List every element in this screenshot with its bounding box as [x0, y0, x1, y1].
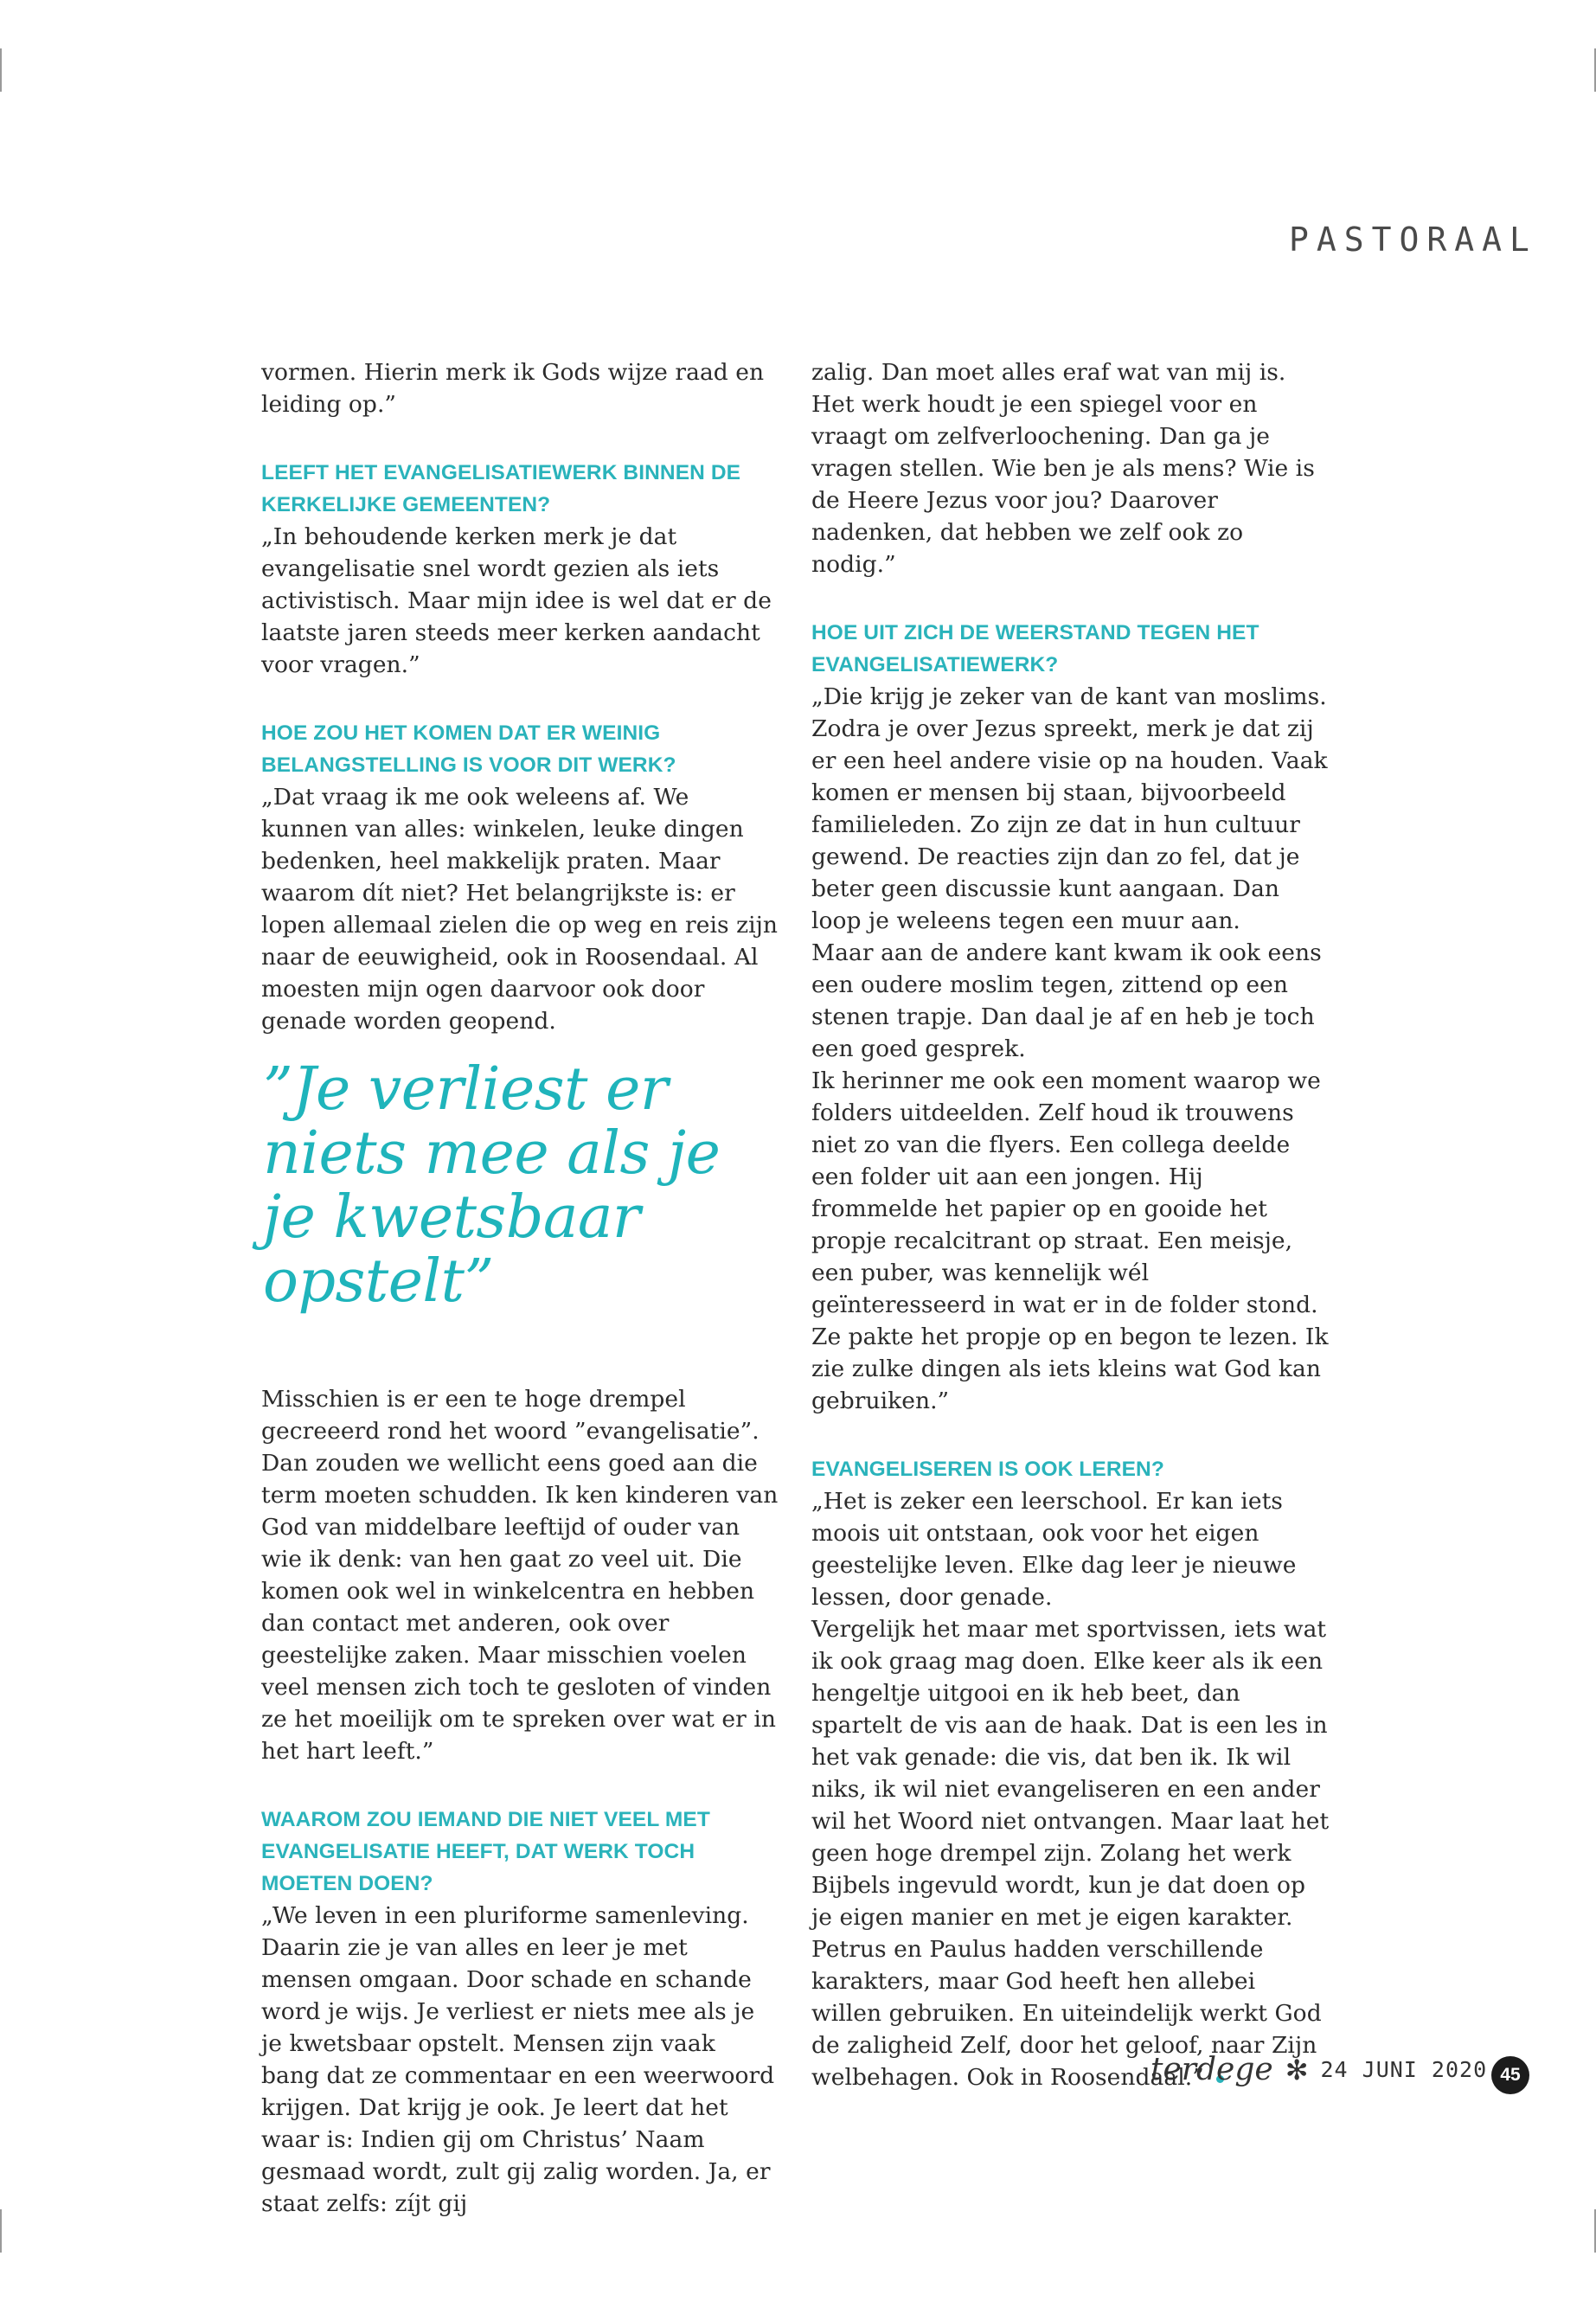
body-paragraph: Misschien is er een te hoge drempel gecreeerd rond het woord ”evangelisatie”. Dan zouden we wellicht eens goed aan die term moeten schudden. Ik ken kinderen van God van middelbare leeftijd of ouder van wie ik denk: van hen gaat zo veel uit. Die komen ook wel in winkelcentra en hebben dan contact met anderen, ook over geestelijke zaken. Maar misschien voelen veel mensen zich toch te gesloten of vinden ze het moeilijk om te spreken over wat er in het hart leeft.” [261, 1386, 779, 1765]
question-heading: LEEFT HET EVANGELISATIEWERK BINNEN DE KERKELIJKE GEMEENTEN? [261, 461, 741, 516]
crop-mark-top-left [0, 48, 2, 92]
answer-paragraph: „Dat vraag ik me ook weleens af. We kunnen van alles: winkelen, leuke dingen bedenken, heel makkelijk praten. Maar waarom dít niet? Het belangrijkste is: er lopen allemaal zielen die op weg en reis zijn naar de eeuwigheid, ook in Roosendaal. Al moesten mijn ogen daarvoor ook door genade worden geopend. [261, 784, 779, 1035]
final-paragraph-text: Vergelijk het maar met sportvissen, iets wat ik ook graag mag doen. Elke keer als ik een hengeltje uitgooi en ik heb beet, dan spartelt de vis aan de haak. Dat is een les in het vak genade: die vis, dat ben ik. Ik wil niks, ik wil niet evangeliseren en een ander wil het Woord niet ontvangen. Maar laat het geen hoge drempel zijn. Zolang het werk Bijbels ingevuld wordt, kun je dat doen op je eigen manier en met je eigen karakter. Petrus en Paulus hadden verschillende karakters, maar God heeft hen allebei willen gebruiken. En uiteindelijk werkt God de zaligheid Zelf, door het geloof, naar Zijn welbehagen. Ook in Roosendaal.” [811, 1616, 1330, 2091]
answer-paragraph: „We leven in een pluriforme samenleving. Daarin zie je van alles en leer je met mensen omgaan. Door schade en schande word je wijs. Je verliest er niets mee als je je kwetsbaar opstelt. Mensen zijn vaak bang dat ze commentaar en een weerwoord krijgen. Dat krijg je ook. Je leert dat het waar is: Indien gij om Christus’ Naam gesmaad wordt, zult gij zalig worden. Ja, er staat zelfs: zíjt gij [261, 1902, 775, 2217]
question-heading: HOE UIT ZICH DE WEERSTAND TEGEN HET EVANGELISATIEWERK? [811, 621, 1259, 676]
question-heading: HOE ZOU HET KOMEN DAT ER WEINIG BELANGSTELLING IS VOOR DIT WERK? [261, 721, 676, 777]
answer-paragraph [811, 1613, 1330, 2093]
answer-paragraph: Ik herinner me ook een moment waarop we folders uitdeelden. Zelf houd ik trouwens niet zo van die flyers. Een collega deelde een folder uit aan een jongen. Hij frommelde het papier op en gooide het propje recalcitrant op straat. Een meisje, een puber, was kennelijk wél geïnteresseerd in wat er in de folder stond. Ze pakte het propje op en begon te lezen. Ik zie zulke dingen als iets kleins wat God kan gebruiken.” [811, 1067, 1329, 1414]
answer-paragraph: Maar aan de andere kant kwam ik ook eens een oudere moslim tegen, zittend op een stenen trapje. Dan daal je af en heb je toch een goed gesprek. [811, 939, 1322, 1062]
issue-date: 24 JUNI 2020 [1320, 2057, 1488, 2082]
body-paragraph: zalig. Dan moet alles eraf wat van mij is. Het werk houdt je een spiegel voor en vraagt om zelfverloochening. Dan ga je vragen stellen. Wie ben je als mens? Wie is de Heere Jezus voor jou? Daarover nadenken, dat hebben we zelf ook zo nodig.” [811, 359, 1315, 578]
answer-paragraph: „Het is zeker een leerschool. Er kan iets moois uit ontstaan, ook voor het eigen geestelijke leven. Elke dag leer je nieuwe lessen, door genade. [811, 1488, 1297, 1611]
section-label: PASTORAAL [1289, 221, 1537, 259]
footer [1151, 2052, 1487, 2087]
left-column [261, 356, 780, 2220]
right-column [811, 356, 1330, 2093]
crop-mark-bottom-left [0, 2209, 2, 2253]
pull-quote: ”Je verliest er niets mee als je je kwetsbaar opstelt” [263, 1055, 721, 1316]
question-heading: WAAROM ZOU IEMAND DIE NIET VEEL MET EVANGELISATIE HEEFT, DAT WERK TOCH MOETEN DOEN? [261, 1808, 710, 1895]
intro-paragraph: vormen. Hierin merk ik Gods wijze raad en leiding op.” [261, 359, 765, 418]
magazine-name: terdege [1151, 2052, 1273, 2087]
asterisk-separator-icon: ✻ [1285, 2053, 1309, 2086]
question-heading: EVANGELISEREN IS OOK LEREN? [811, 1458, 1164, 1481]
answer-paragraph: „Die krijg je zeker van de kant van moslims. Zodra je over Jezus spreekt, merk je dat zij er een heel andere visie op na houden. Vaak komen er mensen bij staan, bijvoorbeeld familieleden. Zo zijn ze dat in hun cultuur gewend. De reacties zijn dan zo fel, dat je beter geen discussie kunt aangaan. Dan loop je weleens tegen een muur aan. [811, 683, 1328, 934]
answer-paragraph: „In behoudende kerken merk je dat evangelisatie snel wordt gezien als iets activistisch. Maar mijn idee is wel dat er de laatste jaren steeds meer kerken aandacht voor vragen.” [261, 523, 772, 678]
page-number: 45 [1491, 2056, 1529, 2094]
